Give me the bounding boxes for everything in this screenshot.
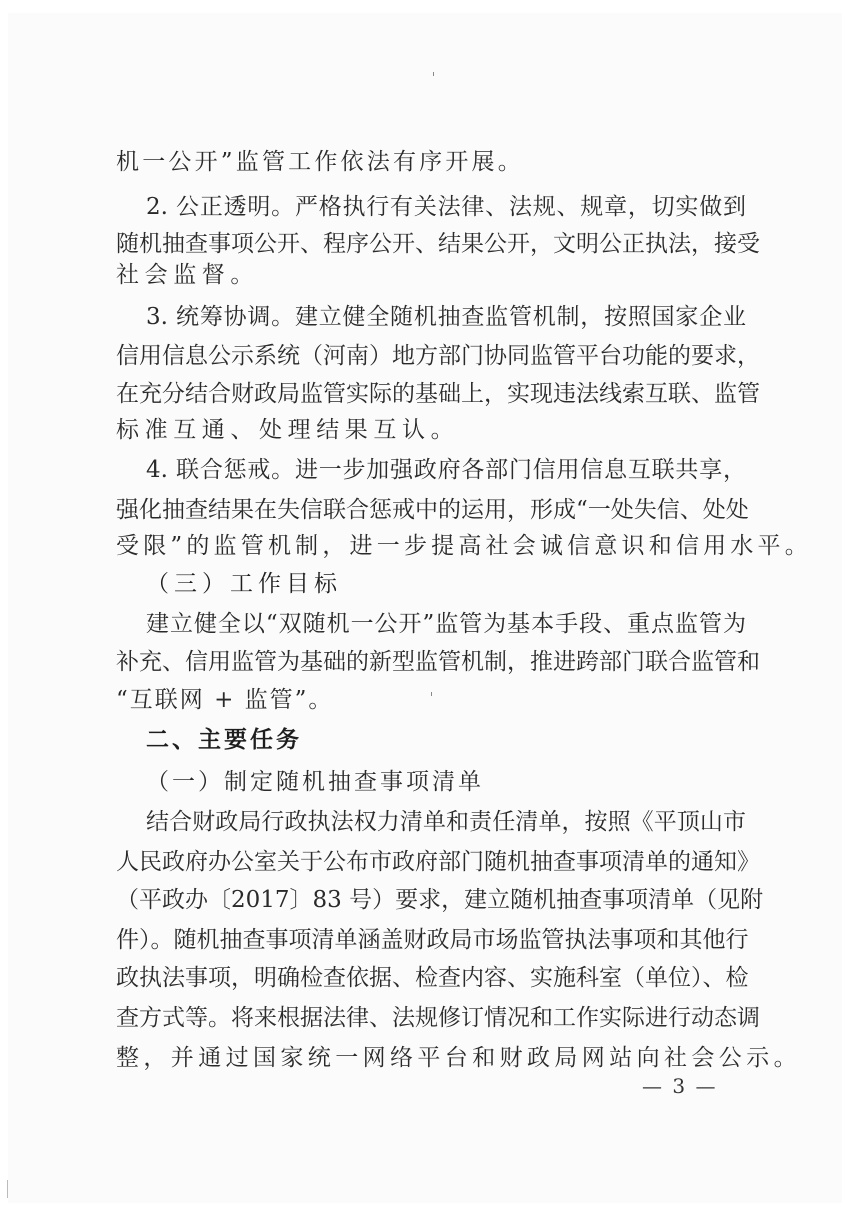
scan-speck xyxy=(433,72,434,76)
principle-3-line-4: 标准互通、处理结果互认。 xyxy=(116,417,460,443)
section-heading-random-check-list: （一）制定随机抽查事项清单 xyxy=(146,769,484,795)
principle-4-line-2: 强化抽查结果在失信联合惩戒中的运用，形成“一处失信、处处 xyxy=(116,497,749,523)
task-1-line-7: 整，并通过国家统一网络平台和财政局网站向社会公示。 xyxy=(116,1045,801,1071)
principle-2-line-1: 2. 公正透明。严格执行有关法律、法规、规章，切实做到 xyxy=(146,194,746,220)
task-1-line-5: 政执法事项，明确检查依据、检查内容、实施科室（单位）、检 xyxy=(116,965,749,991)
principle-3-line-2: 信用信息公示系统（河南）地方部门协同监管平台功能的要求， xyxy=(116,343,760,369)
task-1-line-4: 件）。随机抽查事项清单涵盖财政局市场监管执法事项和其他行 xyxy=(116,927,749,953)
goals-line-3: “互联网 + 监管”。 xyxy=(116,687,334,713)
task-1-line-1: 结合财政局行政执法权力清单和责任清单，按照《平顶山市 xyxy=(146,809,746,835)
principle-2-line-3: 社会监督。 xyxy=(116,262,259,288)
chapter-heading-main-tasks: 二、主要任务 xyxy=(146,727,302,753)
principle-3-line-1: 3. 统筹协调。建立健全随机抽查监管机制，按照国家企业 xyxy=(146,304,746,330)
task-1-line-2: 人民政府办公室关于公布市政府部门随机抽查事项清单的通知》 xyxy=(116,849,760,875)
task-1-line-3: （平政办〔2017〕83 号）要求，建立随机抽查事项清单（见附 xyxy=(116,887,764,913)
principle-4-line-1: 4. 联合惩戒。进一步加强政府各部门信用信息互联共享， xyxy=(146,457,746,483)
principle-4-line-3: 受限”的监管机制，进一步提高社会诚信意识和信用水平。 xyxy=(116,533,812,559)
scan-edge-mark xyxy=(7,1180,8,1198)
paragraph-line-continuation: 机一公开”监管工作依法有序开展。 xyxy=(116,149,524,175)
goals-line-1: 建立健全以“双随机一公开”监管为基本手段、重点监管为 xyxy=(146,611,746,637)
section-heading-work-goals: （三）工作目标 xyxy=(146,571,342,597)
goals-line-2: 补充、信用监管为基础的新型监管机制，推进跨部门联合监管和 xyxy=(116,649,760,675)
principle-3-line-3: 在充分结合财政局监管实际的基础上，实现违法线索互联、监管 xyxy=(116,381,760,407)
principle-2-line-2: 随机抽查事项公开、程序公开、结果公开，文明公正执法，接受 xyxy=(116,231,760,257)
page-number: — 3 — xyxy=(642,1074,718,1098)
task-1-line-6: 查方式等。将来根据法律、法规修订情况和工作实际进行动态调 xyxy=(116,1005,760,1031)
